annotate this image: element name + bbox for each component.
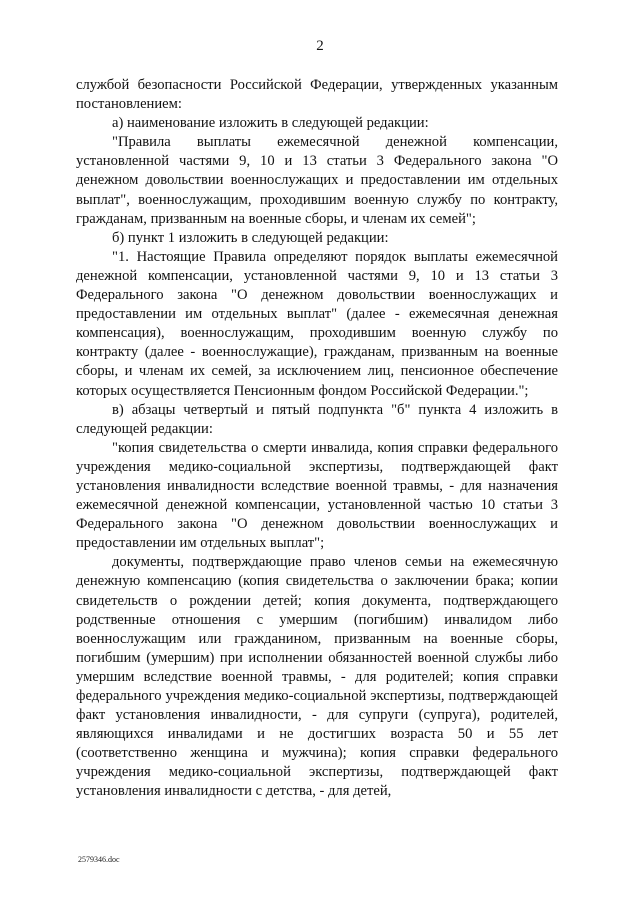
paragraph: в) абзацы четвертый и пятый подпункта "б" пункта 4 изложить в следующей редакции: (76, 401, 558, 437)
paragraph: "копия свидетельства о смерти инвалида, копия справки федерального учреждения медико-социальной экспертизы, подтверждающей факт установления инвалидности вследствие военной травмы, - для назначения ежемесячной денежной компенсации, установленной частью 10 статьи 3 Федерального закона "О денежном довольствии военнослужащих и предоставлении им отдельных выплат"; (76, 439, 558, 552)
paragraph: "Правила выплаты ежемесячной денежной компенсации, установленной частями 9, 10 и 13 статьи 3 Федерального закона "О денежном довольствии военнослужащих и предоставлении им отдельных выплат", военнослужащим, проходившим военную службу по контракту, гражданам, призванным на военные сборы, и членам их семей"; (76, 134, 558, 227)
page-number: 2 (316, 38, 324, 54)
file-name-footer: 2579346.doc (78, 855, 120, 864)
document-body (76, 76, 558, 802)
paragraph: "1. Настоящие Правила определяют порядок выплаты ежемесячной денежной компенсации, установленной частями 9, 10 и 13 статьи 3 Федерального закона "О денежном довольствии военнослужащих и предоставлении им отдельных выплат" (далее - ежемесячная денежная компенсация), военнослужащим, проходившим военную службу по контракту (далее - военнослужащие), гражданам, призванным на военные сборы, и членам их семей, за исключением лиц, пенсионное обеспечение которых осуществляется Пенсионным фондом Российской Федерации."; (76, 248, 558, 399)
paragraph: а) наименование изложить в следующей редакции: (112, 115, 429, 132)
paragraph: службой безопасности Российской Федерации, утвержденных указанным постановлением: (76, 77, 558, 113)
paragraph: документы, подтверждающие право членов семьи на ежемесячную денежную компенсацию (копия свидетельства о заключении брака; копии свидетельств о рождении детей; копия документа, подтверждающего родственные отношения с умершим (погибшим) инвалидом либо военнослужащим или гражданином, призванным на военные сборы, погибшим (умершим) при исполнении обязанностей военной службы либо умершим вследствие военной травмы, - для родителей; копия справки федерального учреждения медико-социальной экспертизы, подтверждающей факт установления инвалидности, - для супруги (супруга), родителей, являющихся инвалидами и не достигших возраста 50 и 55 лет (соответственно женщина и мужчина); копия справки федерального учреждения медико-социальной экспертизы, подтверждающей факт установления инвалидности с детства, - для детей, (76, 554, 558, 800)
paragraph: б) пункт 1 изложить в следующей редакции: (112, 229, 389, 246)
